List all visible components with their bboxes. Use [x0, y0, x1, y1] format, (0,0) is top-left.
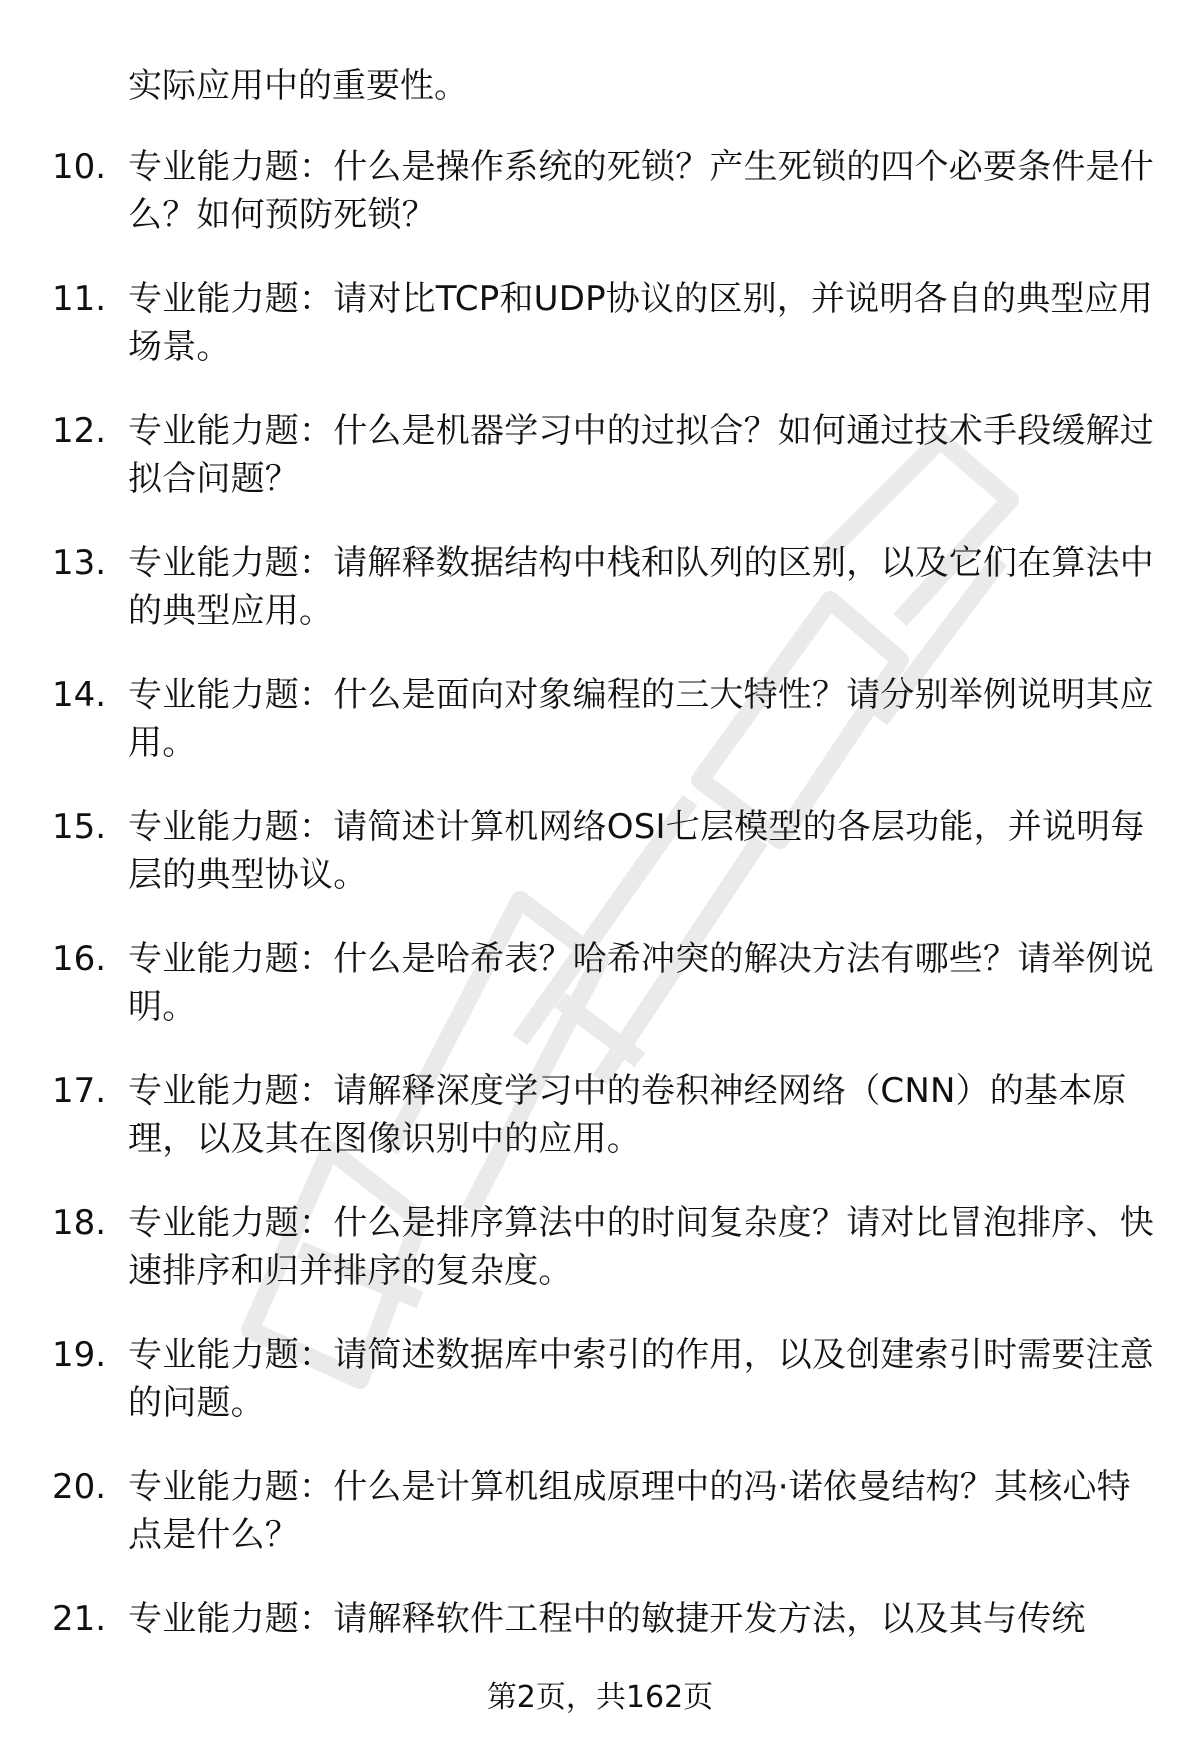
question-number: 17. [52, 1071, 107, 1111]
question-item [0, 1067, 1200, 1199]
question-text: 专业能力题：什么是操作系统的死锁？产生死锁的四个必要条件是什么？如何预防死锁？ [128, 147, 1154, 235]
question-text: 专业能力题：请简述数据库中索引的作用，以及创建索引时需要注意的问题。 [128, 1335, 1154, 1423]
question-number: 16. [52, 939, 107, 979]
question-text: 专业能力题：什么是计算机组成原理中的冯·诺依曼结构？其核心特点是什么？ [128, 1467, 1131, 1555]
question-text: 专业能力题：什么是面向对象编程的三大特性？请分别举例说明其应用。 [128, 675, 1154, 763]
question-item [0, 1331, 1200, 1463]
question-number: 14. [52, 675, 107, 715]
question-number: 10. [52, 147, 107, 187]
question-item [0, 1199, 1200, 1331]
question-text: 专业能力题：请对比TCP和UDP协议的区别，并说明各自的典型应用场景。 [128, 279, 1153, 367]
question-text: 专业能力题：请解释深度学习中的卷积神经网络（CNN）的基本原理，以及其在图像识别中的应用。 [128, 1071, 1127, 1159]
question-list [0, 143, 1200, 1727]
question-text: 专业能力题：请解释数据结构中栈和队列的区别，以及它们在算法中的典型应用。 [128, 543, 1154, 631]
question-number: 13. [52, 543, 107, 583]
question-text: 专业能力题：什么是排序算法中的时间复杂度？请对比冒泡排序、快速排序和归并排序的复杂度。 [128, 1203, 1154, 1291]
question-item [0, 539, 1200, 671]
question-text: 专业能力题：请简述计算机网络OSI七层模型的各层功能，并说明每层的典型协议。 [128, 807, 1145, 895]
question-number: 19. [52, 1335, 107, 1375]
continuation-text: 实际应用中的重要性。 [128, 66, 468, 106]
question-item [0, 803, 1200, 935]
question-item [0, 275, 1200, 407]
question-number: 11. [52, 279, 107, 319]
question-item [0, 935, 1200, 1067]
question-number: 18. [52, 1203, 107, 1243]
question-item [0, 143, 1200, 275]
question-number: 20. [52, 1467, 107, 1507]
question-item [0, 1463, 1200, 1595]
question-text: 专业能力题：请解释软件工程中的敏捷开发方法，以及其与传统 [128, 1599, 1086, 1639]
question-text: 专业能力题：什么是机器学习中的过拟合？如何通过技术手段缓解过拟合问题？ [128, 411, 1154, 499]
question-text: 专业能力题：什么是哈希表？哈希冲突的解决方法有哪些？请举例说明。 [128, 939, 1154, 1027]
question-number: 21. [52, 1599, 107, 1639]
question-item [0, 407, 1200, 539]
page-number-footer: 第2页，共162页 [486, 1680, 714, 1715]
question-item [0, 671, 1200, 803]
question-number: 15. [52, 807, 107, 847]
question-number: 12. [52, 411, 107, 451]
